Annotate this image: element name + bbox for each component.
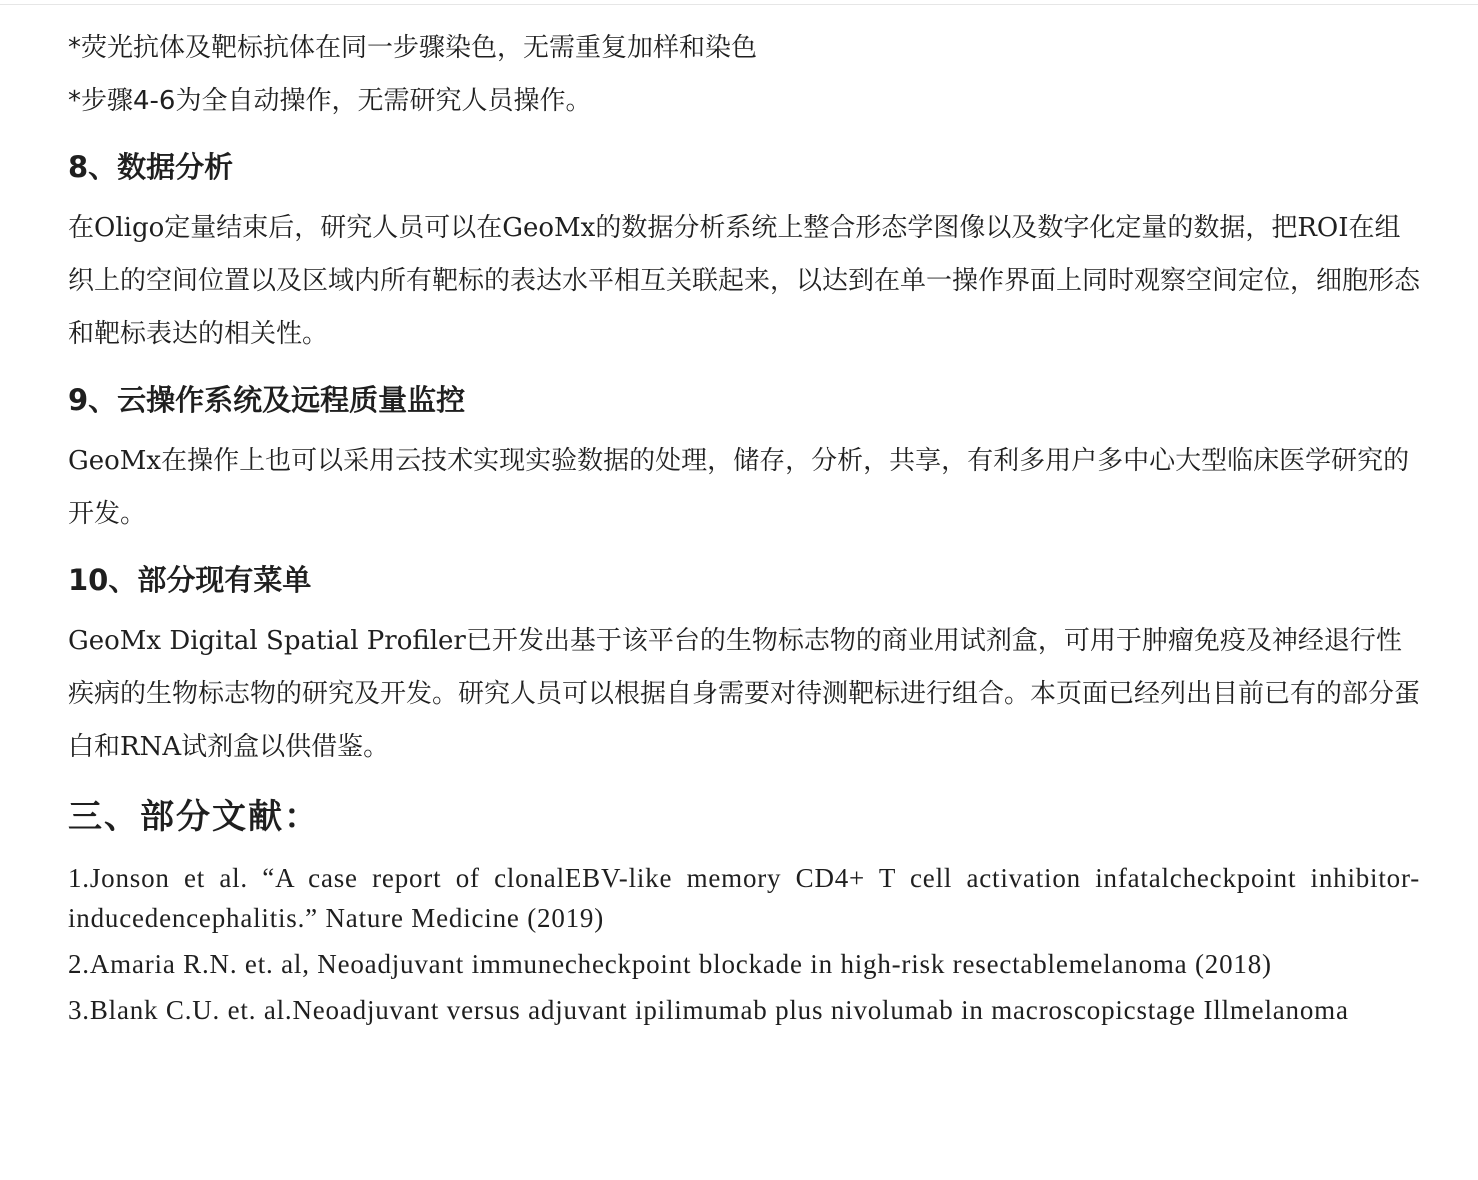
reference-item: 2.Amaria R.N. et. al, Neoadjuvant immunecheckpoint blockade in high-risk resectablemelanoma (2018) bbox=[68, 949, 1272, 979]
section-heading-data-analysis: 8、数据分析 bbox=[68, 150, 234, 184]
section-body-cloud-system: GeoMx在操作上也可以采用云技术实现实验数据的处理，储存，分析，共享，有利多用户多中心大型临床医学研究的开发。 bbox=[68, 446, 1410, 529]
section-heading-cloud-system: 9、云操作系统及远程质量监控 bbox=[68, 383, 466, 417]
reference-item: 1.Jonson et al. “A case report of clonalEBV-like memory CD4+ T cell activation infatalcheckpoint inhibitor-inducedencephalitis.” Nature Medicine (2019) bbox=[68, 863, 1420, 933]
note-line: *荧光抗体及靶标抗体在同一步骤染色，无需重复加样和染色 bbox=[68, 33, 758, 63]
references-heading: 三、部分文献： bbox=[68, 797, 320, 837]
references-list bbox=[68, 858, 1420, 1030]
note-line: *步骤4-6为全自动操作，无需研究人员操作。 bbox=[68, 86, 592, 116]
reference-item: 3.Blank C.U. et. al.Neoadjuvant versus adjuvant ipilimumab plus nivolumab in macroscopicstage Illmelanoma bbox=[68, 995, 1349, 1025]
top-divider bbox=[0, 0, 1478, 5]
section-body-data-analysis: 在Oligo定量结束后，研究人员可以在GeoMx的数据分析系统上整合形态学图像以及数字化定量的数据，把ROI在组织上的空间位置以及区域内所有靶标的表达水平相互关联起来，以达到在单一操作界面上同时观察空间定位，细胞形态和靶标表达的相关性。 bbox=[68, 213, 1421, 349]
section-body-existing-menus: GeoMx Digital Spatial Profiler已开发出基于该平台的生物标志物的商业用试剂盒，可用于肿瘤免疫及神经退行性疾病的生物标志物的研究及开发。研究人员可以根据自身需要对待测靶标进行组合。本页面已经列出目前已有的部分蛋白和RNA试剂盒以供借鉴。 bbox=[68, 626, 1421, 762]
article-content bbox=[68, 22, 1420, 1036]
section-heading-existing-menus: 10、部分现有菜单 bbox=[68, 563, 312, 597]
